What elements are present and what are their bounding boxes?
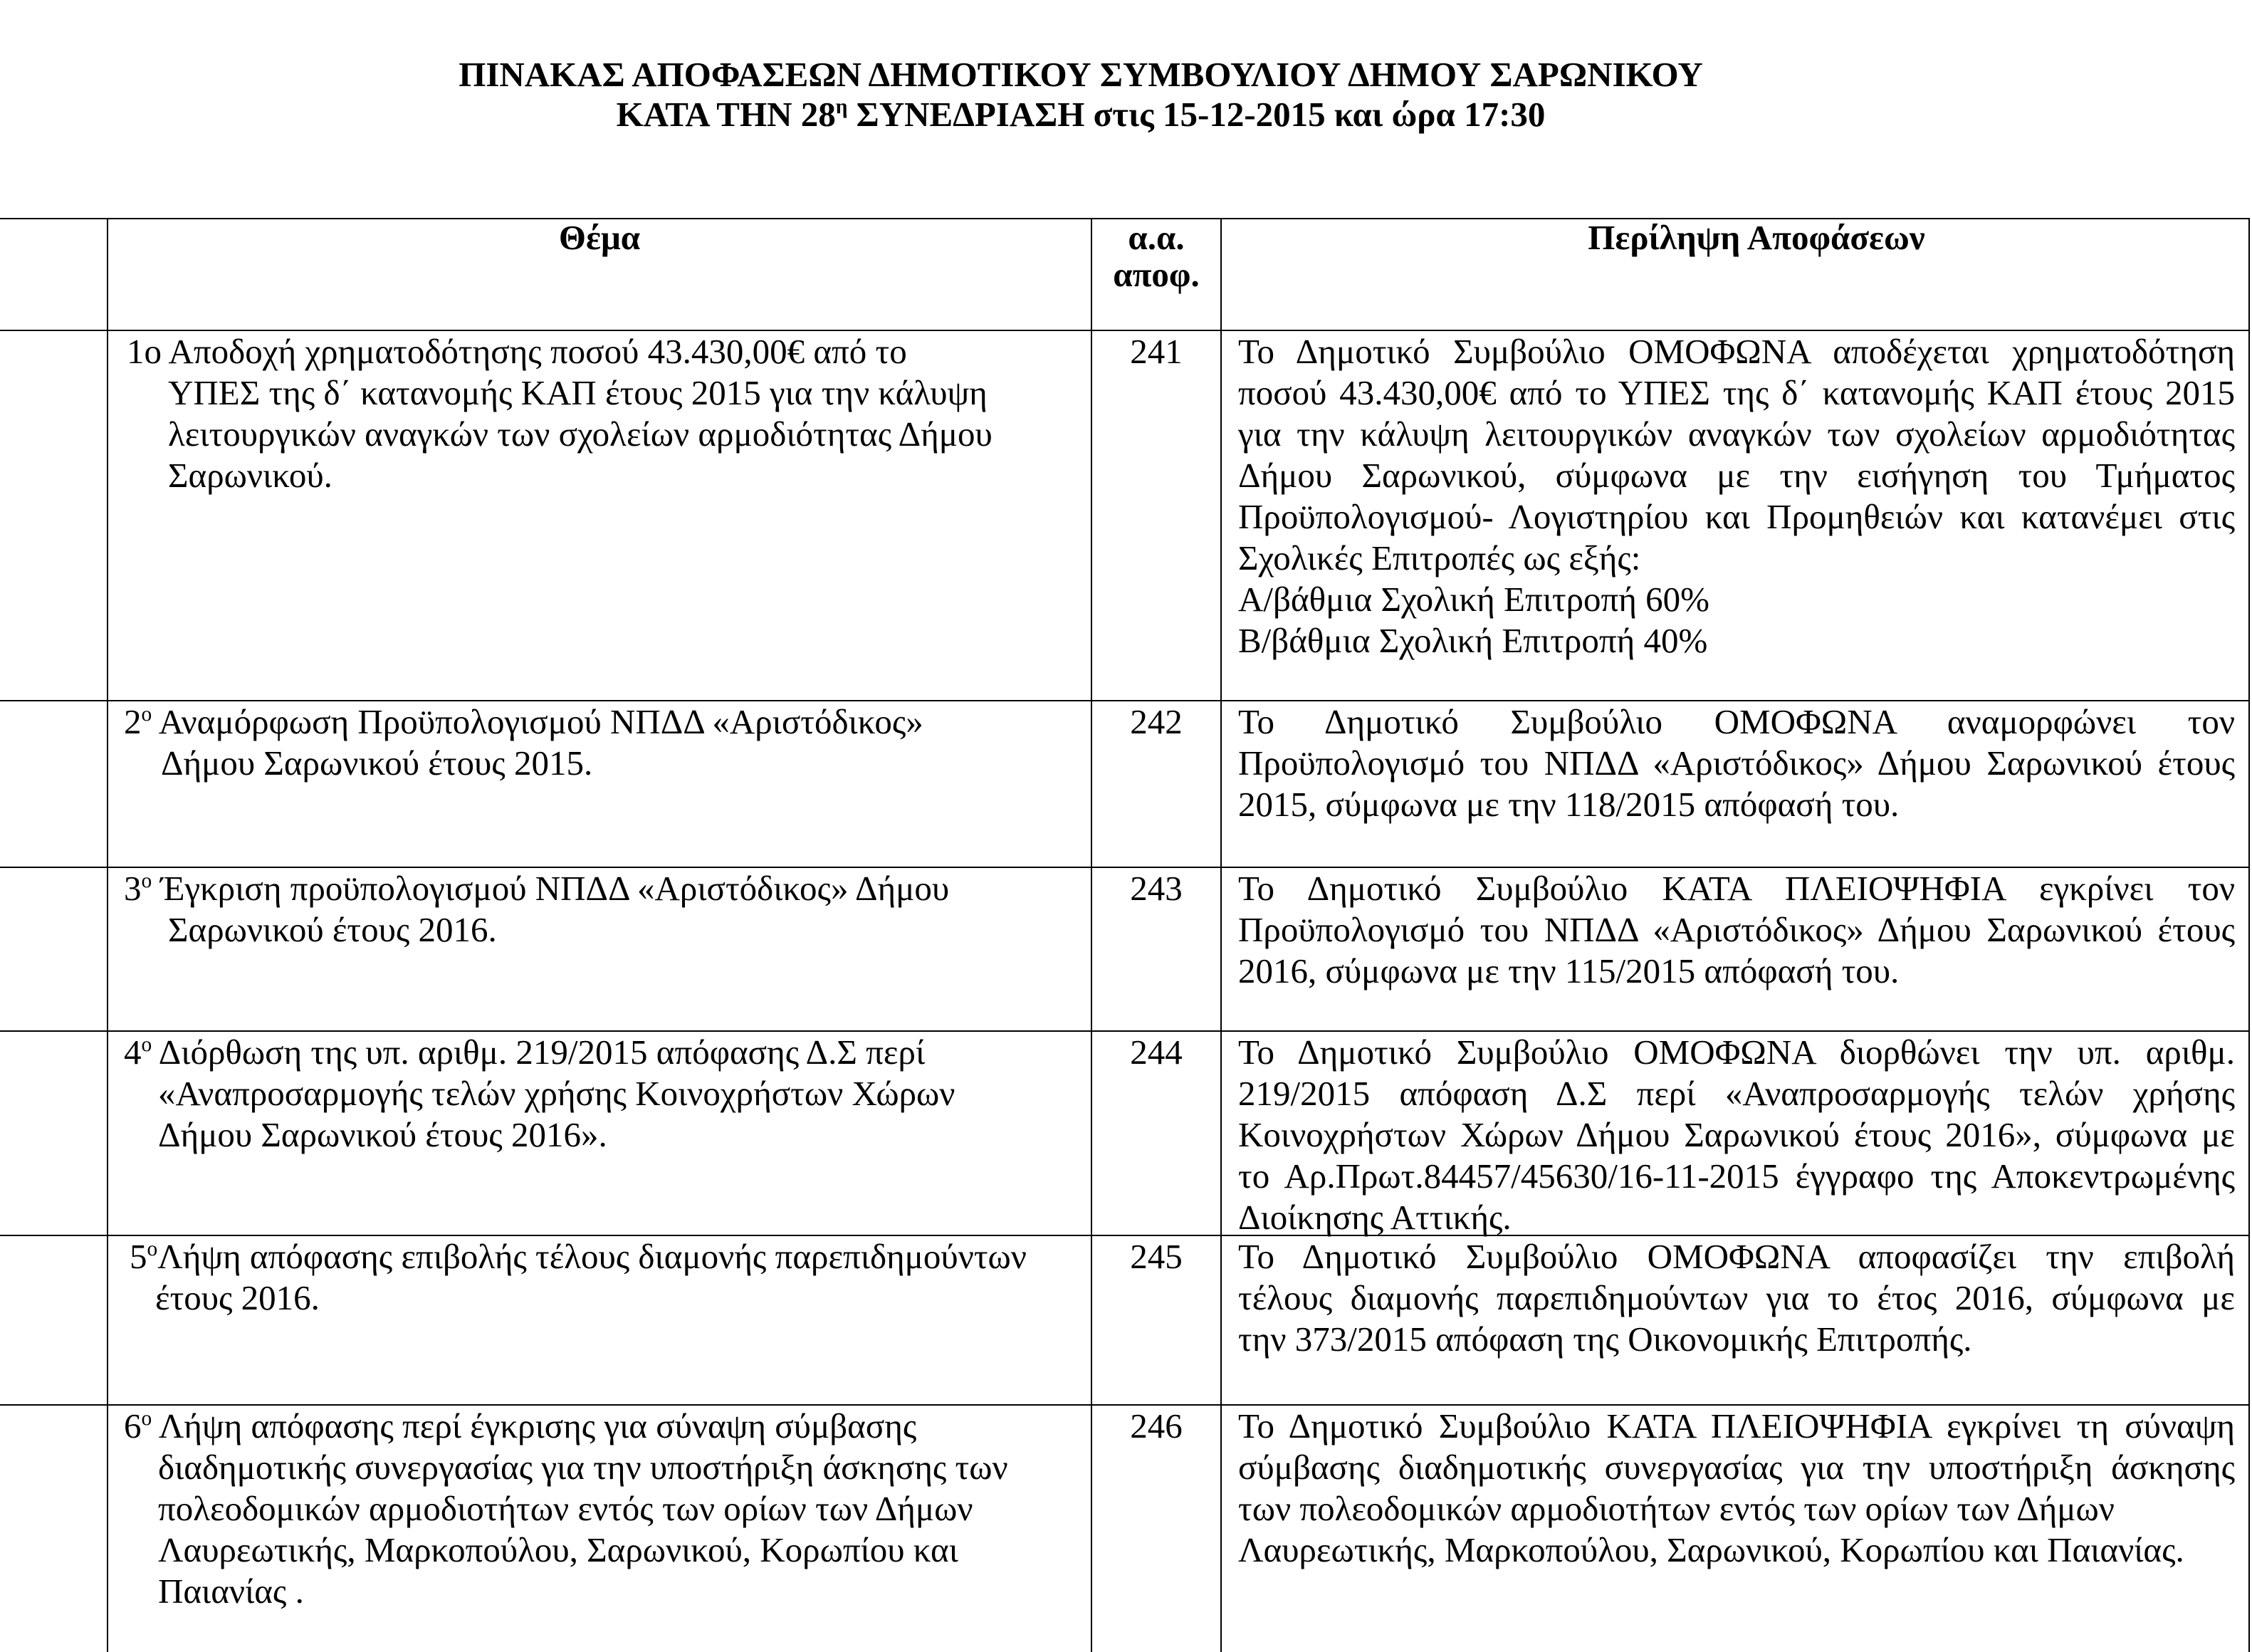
decision-number: 244 [1130,1032,1183,1072]
subject-text: Λήψη απόφασης περί έγκρισης για σύναψη σύμβασης [152,1406,917,1446]
header-decision-number-line-1: α.α. [1128,218,1185,257]
row-margin-cell [0,701,108,867]
summary-cell [1222,331,2250,700]
subject-line [108,1530,1091,1571]
header-subject: Θέμα [558,218,641,257]
title-line-2 [0,95,2162,135]
header-margin-cell [0,219,108,330]
subject-line [108,1277,1091,1319]
row-margin-cell [0,331,108,700]
summary-line: σύμβασης διαδημοτικής συνεργασίας για την υποστήριξη άσκησης [1238,1448,2235,1487]
decision-number-cell [1092,1236,1222,1404]
decision-number: 243 [1130,869,1183,908]
summary-line: Το Δημοτικό Συμβούλιο ΟΜΟΦΩΝΑ αποδέχεται χρηματοδότηση [1238,332,2235,371]
header-summary-cell [1222,219,2250,330]
decision-number: 242 [1130,702,1183,741]
summary-line: ποσού 43.430,00€ από το ΥΠΕΣ της δ΄ κατανομής ΚΑΠ έτους 2015 [1238,373,2235,412]
table-row [0,1235,2250,1404]
subject-text: Λήψη απόφασης επιβολής τέλους διαμονής παρεπιδημούντων [157,1237,1027,1276]
subject-line [108,1447,1091,1488]
summary-line: Δήμου Σαρωνικού, σύμφωνα με την εισήγηση του Τμήματος [1238,456,2235,495]
ordinal-suffix: ο [141,869,152,892]
subject-line [108,1488,1091,1530]
subject-text: Λαυρεωτικής, Μαρκοπούλου, Σαρωνικού, Κορωπίου και [158,1530,958,1569]
decision-number: 246 [1130,1406,1183,1446]
ordinal-suffix: ο [141,1032,152,1056]
subject-text: λειτουργικών αναγκών των σχολείων αρμοδιότητας Δήμου [168,414,993,454]
title-line-2-start: ΚΑΤΑ ΤΗΝ 28 [616,95,836,134]
summary-cell [1222,1406,2250,1652]
subject-cell [108,1032,1092,1235]
decision-number-cell [1092,1406,1222,1652]
subject-line [108,1236,1091,1277]
summary-line: 2015, σύμφωνα με την 118/2015 απόφασή του. [1238,785,1900,824]
item-number: 3 [124,869,142,908]
decision-number-cell [1092,701,1222,867]
table-row [0,1030,2250,1235]
ordinal-suffix: ο [141,1406,152,1430]
subject-line [108,372,1091,414]
summary-paragraph [1238,1406,2235,1530]
item-number: 4 [124,1032,142,1072]
subject-cell [108,331,1092,700]
summary-line: Α/βάθμια Σχολική Επιτροπή 60% [1238,580,1709,619]
subject-text: 1ο Αποδοχή χρηματοδότησης ποσού 43.430,00€ από το [127,332,907,371]
summary-paragraph [1238,331,2235,579]
summary-paragraph [1238,620,2235,662]
table-row [0,700,2250,867]
summary-line: Το Δημοτικό Συμβούλιο ΟΜΟΦΩΝΑ διορθώνει την υπ. αριθμ. [1238,1032,2235,1072]
decisions-table [0,218,2250,1652]
subject-line [108,1073,1091,1114]
summary-paragraph [1238,701,2235,825]
summary-line: Προϋπολογισμό του ΝΠΔΔ «Αριστόδικος» Δήμου Σαρωνικού έτους [1238,910,2235,949]
summary-paragraph [1238,579,2235,620]
subject-text: «Αναπροσαρμογής τελών χρήσης Κοινοχρήστων Χώρων [158,1074,955,1113]
title-line-2-end: ΣΥΝΕΔΡΙΑΣΗ στις 15-12-2015 και ώρα 17:30 [847,95,1546,134]
decision-number: 241 [1130,332,1183,371]
item-number: 2 [124,702,142,741]
subject-line [108,331,1091,372]
title-line-1: ΠΙΝΑΚΑΣ ΑΠΟΦΑΣΕΩΝ ΔΗΜΟΤΙΚΟΥ ΣΥΜΒΟΥΛΙΟΥ ΔΗΜΟΥ ΣΑΡΩΝΙΚΟΥ [459,55,1703,94]
subject-text: Διόρθωση της υπ. αριθμ. 219/2015 απόφασης Δ.Σ περί [152,1032,926,1072]
summary-line: Προϋπολογισμό του ΝΠΔΔ «Αριστόδικος» Δήμου Σαρωνικού έτους [1238,743,2235,783]
subject-line [108,743,1091,784]
header-summary: Περίληψη Αποφάσεων [1588,218,1925,257]
item-number: 5 [130,1237,147,1276]
summary-line: των πολεοδομικών αρμοδιοτήτων εντός των ορίων των Δήμων [1238,1489,2115,1528]
summary-line: Προϋπολογισμού- Λογιστηρίου και Προμηθειών και κατανέμει στις [1238,497,2235,536]
item-number: 6 [124,1406,142,1446]
decision-number-cell [1092,1032,1222,1235]
subject-text: Παιανίας . [158,1572,304,1611]
header-subject-cell [108,219,1092,330]
summary-line: Το Δημοτικό Συμβούλιο ΟΜΟΦΩΝΑ αποφασίζει την επιβολή [1238,1237,2235,1276]
summary-line: Λαυρεωτικής, Μαρκοπούλου, Σαρωνικού, Κορωπίου και Παιανίας. [1238,1530,2184,1569]
subject-text: Έγκριση προϋπολογισμού ΝΠΔΔ «Αριστόδικος» Δήμου [152,869,950,908]
title-ordinal-suffix: η [835,95,848,118]
subject-line [108,701,1091,743]
subject-cell [108,1236,1092,1404]
subject-text: Σαρωνικού έτους 2016. [168,910,497,949]
summary-line: Το Δημοτικό Συμβούλιο ΚΑΤΑ ΠΛΕΙΟΨΗΦΙΑ εγκρίνει τον [1238,869,2235,908]
summary-paragraph [1238,1236,2235,1360]
table-row [0,330,2250,700]
subject-cell [108,701,1092,867]
summary-line: Σχολικές Επιτροπές ως εξής: [1238,538,1641,577]
decision-number-cell [1092,868,1222,1030]
table-row [0,1404,2250,1652]
subject-cell [108,868,1092,1030]
summary-cell [1222,868,2250,1030]
decision-number-cell [1092,331,1222,700]
subject-text: πολεοδομικών αρμοδιοτήτων εντός των ορίων των Δήμων [158,1489,973,1528]
summary-paragraph [1238,1032,2235,1238]
header-decision-number-cell [1092,219,1222,330]
ordinal-suffix: ο [147,1237,158,1260]
subject-cell [108,1406,1092,1652]
summary-paragraph [1238,1530,2235,1571]
summary-line: Το Δημοτικό Συμβούλιο ΚΑΤΑ ΠΛΕΙΟΨΗΦΙΑ εγκρίνει τη σύναψη [1238,1406,2235,1446]
subject-text: Αναμόρφωση Προϋπολογισμού ΝΠΔΔ «Αριστόδικος» [152,702,923,741]
subject-text: διαδημοτικής συνεργασίας για την υποστήριξη άσκησης των [158,1448,1008,1487]
summary-line: Κοινοχρήστων Χώρων Δήμου Σαρωνικού έτους 2016», σύμφωνα με [1238,1115,2235,1154]
summary-line: το Αρ.Πρωτ.84457/45630/16-11-2015 έγγραφο της Αποκεντρωμένης [1238,1156,2235,1196]
summary-cell [1222,1236,2250,1404]
subject-line [108,1571,1091,1612]
summary-line: Διοίκησης Αττικής. [1238,1198,1512,1237]
subject-line [108,868,1091,909]
ordinal-suffix: ο [141,702,152,726]
subject-text: ΥΠΕΣ της δ΄ κατανομής ΚΑΠ έτους 2015 για την κάλυψη [168,373,988,412]
summary-line: για την κάλυψη λειτουργικών αναγκών των σχολείων αρμοδιότητας [1238,414,2235,454]
summary-cell [1222,1032,2250,1235]
summary-line: Το Δημοτικό Συμβούλιο ΟΜΟΦΩΝΑ αναμορφώνει τον [1238,702,2235,741]
summary-paragraph [1238,868,2235,992]
summary-line: Β/βάθμια Σχολική Επιτροπή 40% [1238,621,1708,660]
subject-line [108,455,1091,496]
summary-line: 219/2015 απόφαση Δ.Σ περί «Αναπροσαρμογής τελών χρήσης [1238,1074,2235,1113]
subject-line [108,909,1091,951]
subject-text: Δήμου Σαρωνικού έτους 2016». [158,1115,607,1154]
row-margin-cell [0,1406,108,1652]
table-header-row [0,218,2250,330]
subject-line [108,1114,1091,1156]
subject-text: έτους 2016. [155,1278,320,1317]
decision-number: 245 [1130,1237,1183,1276]
row-margin-cell [0,1032,108,1235]
row-margin-cell [0,868,108,1030]
summary-line: τέλους διαμονής παρεπιδημούντων για το έτος 2016, σύμφωνα με [1238,1278,2235,1317]
subject-text: Σαρωνικού. [168,456,332,495]
subject-line [108,1406,1091,1447]
subject-line [108,414,1091,455]
row-margin-cell [0,1236,108,1404]
table-row [0,867,2250,1030]
summary-cell [1222,701,2250,867]
subject-line [108,1032,1091,1073]
document-title [0,55,2162,135]
summary-line: την 373/2015 απόφαση της Οικονομικής Επιτροπής. [1238,1319,1972,1359]
header-decision-number-line-2: αποφ. [1113,255,1200,294]
summary-line: 2016, σύμφωνα με την 115/2015 απόφασή του. [1238,951,1900,990]
subject-text: Δήμου Σαρωνικού έτους 2015. [161,743,593,783]
